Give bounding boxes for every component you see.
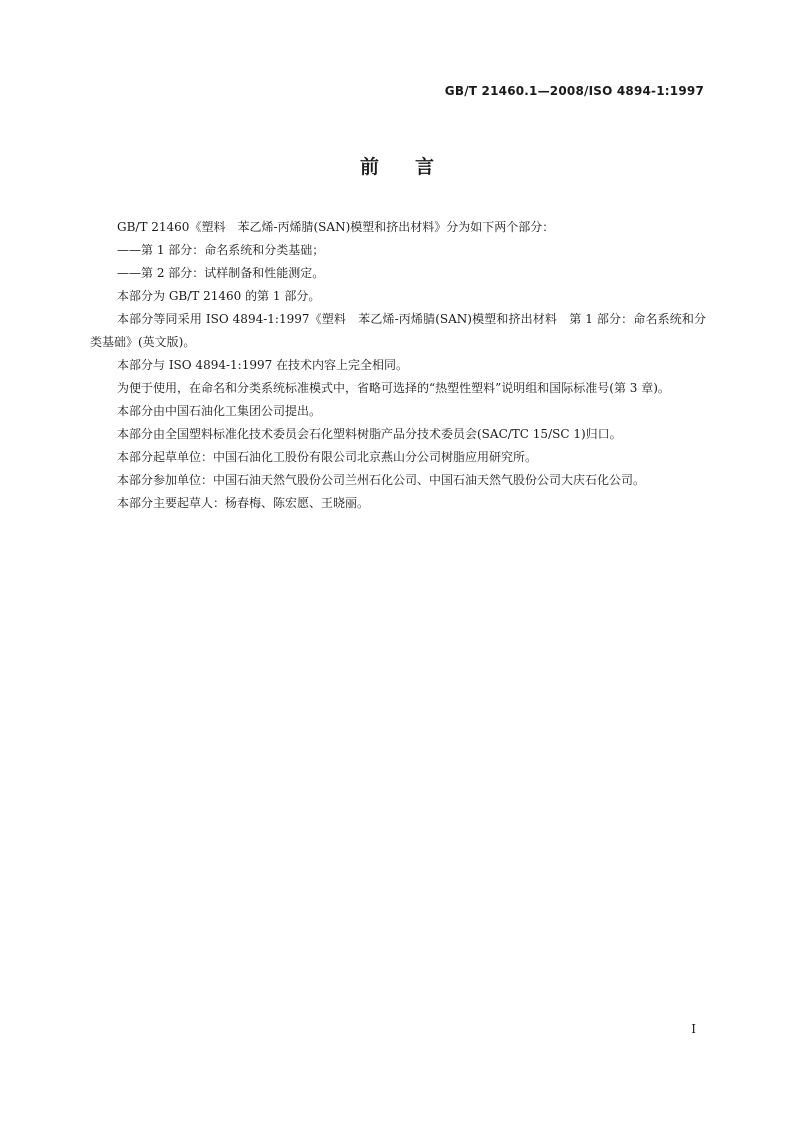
foreword-body: [90, 216, 706, 515]
paragraph-technical-content: 本部分与 ISO 4894-1:1997 在技术内容上完全相同。: [117, 358, 409, 372]
paragraph-proposed-by: 本部分由中国石油化工集团公司提出。: [117, 404, 322, 418]
paragraph-participating-units: 本部分参加单位：中国石油天然气股份公司兰州石化公司、中国石油天然气股份公司大庆石化公司。: [117, 473, 646, 487]
paragraph-main-drafters: 本部分主要起草人：杨春梅、陈宏愿、王晓丽。: [117, 496, 370, 510]
paragraph-this-part: 本部分为 GB/T 21460 的第 1 部分。: [117, 289, 321, 303]
paragraph-parts-overview: GB/T 21460《塑料 苯乙烯-丙烯腈(SAN)模塑和挤出材料》分为如下两个部分：: [117, 220, 555, 234]
paragraph-centralized-by: 本部分由全国塑料标准化技术委员会石化塑料树脂产品分技术委员会(SAC/TC 15/SC 1)归口。: [117, 427, 622, 441]
paragraph-drafting-unit: 本部分起草单位：中国石油化工股份有限公司北京燕山分公司树脂应用研究所。: [117, 450, 538, 464]
page-number: I: [691, 1022, 696, 1036]
paragraph-omission-note: 为便于使用，在命名和分类系统标准模式中，省略可选择的“热塑性塑料”说明组和国际标准号(第 3 章)。: [117, 381, 670, 395]
page-title: 前言: [359, 156, 470, 178]
paragraph-equivalence: 本部分等同采用 ISO 4894-1:1997《塑料 苯乙烯-丙烯腈(SAN)模塑和挤出材料 第 1 部分：命名系统和分类基础》(英文版)。: [90, 312, 706, 349]
standard-number: GB/T 21460.1—2008/ISO 4894-1:1997: [444, 84, 704, 98]
paragraph-part-1: ——第 1 部分：命名系统和分类基础；: [117, 243, 325, 257]
paragraph-part-2: ——第 2 部分：试样制备和性能测定。: [117, 266, 325, 280]
